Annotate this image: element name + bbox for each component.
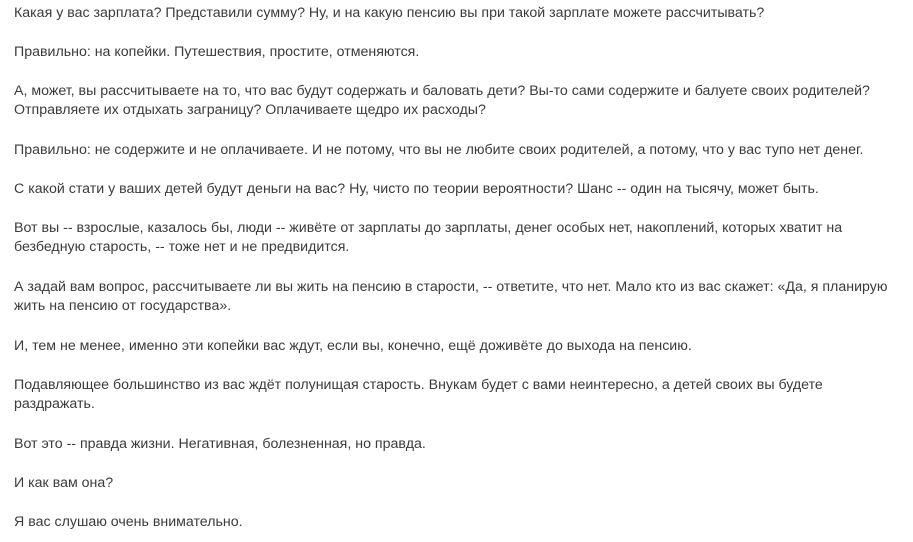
paragraph-3: А, может, вы рассчитываете на то, что вас будут содержать и баловать дети? Вы-то сами содержите и балуете своих родителей? Отправляете их отдыхать заграницу? Оплачиваете щедро их расходы? [14,83,870,118]
paragraph-1: Какая у вас зарплата? Представили сумму? Ну, и на какую пенсию вы при такой зарплате можете рассчитывать? [14,5,765,21]
paragraph-12: Я вас слушаю очень внимательно. [14,514,243,530]
paragraph-4: Правильно: не содержите и не оплачиваете. И не потому, что вы не любите своих родителей, а потому, что у вас тупо нет денег. [14,142,864,158]
paragraph-9: Подавляющее большинство из вас ждёт полунищая старость. Внукам будет с вами неинтересно, а детей своих вы будете раздражать. [14,377,823,412]
paragraph-8: И, тем не менее, именно эти копейки вас ждут, если вы, конечно, ещё доживёте до выхода на пенсию. [14,338,692,354]
paragraph-7: А задай вам вопрос, рассчитываете ли вы жить на пенсию в старости, -- ответите, что нет. Мало кто из вас скажет: «Да, я планирую жить на пенсию от государства». [14,279,888,314]
paragraph-6: Вот вы -- взрослые, казалось бы, люди -- живёте от зарплаты до зарплаты, денег особых нет, накоплений, которых хватит на безбедную старость, -- тоже нет и не предвидится. [14,220,843,255]
paragraph-10: Вот это -- правда жизни. Негативная, болезненная, но правда. [14,436,426,452]
paragraph-11: И как вам она? [14,475,114,491]
paragraph-5: С какой стати у ваших детей будут деньги на вас? Ну, чисто по теории вероятности? Шанс -- один на тысячу, может быть. [14,181,819,197]
paragraph-2: Правильно: на копейки. Путешествия, простите, отменяются. [14,44,420,60]
